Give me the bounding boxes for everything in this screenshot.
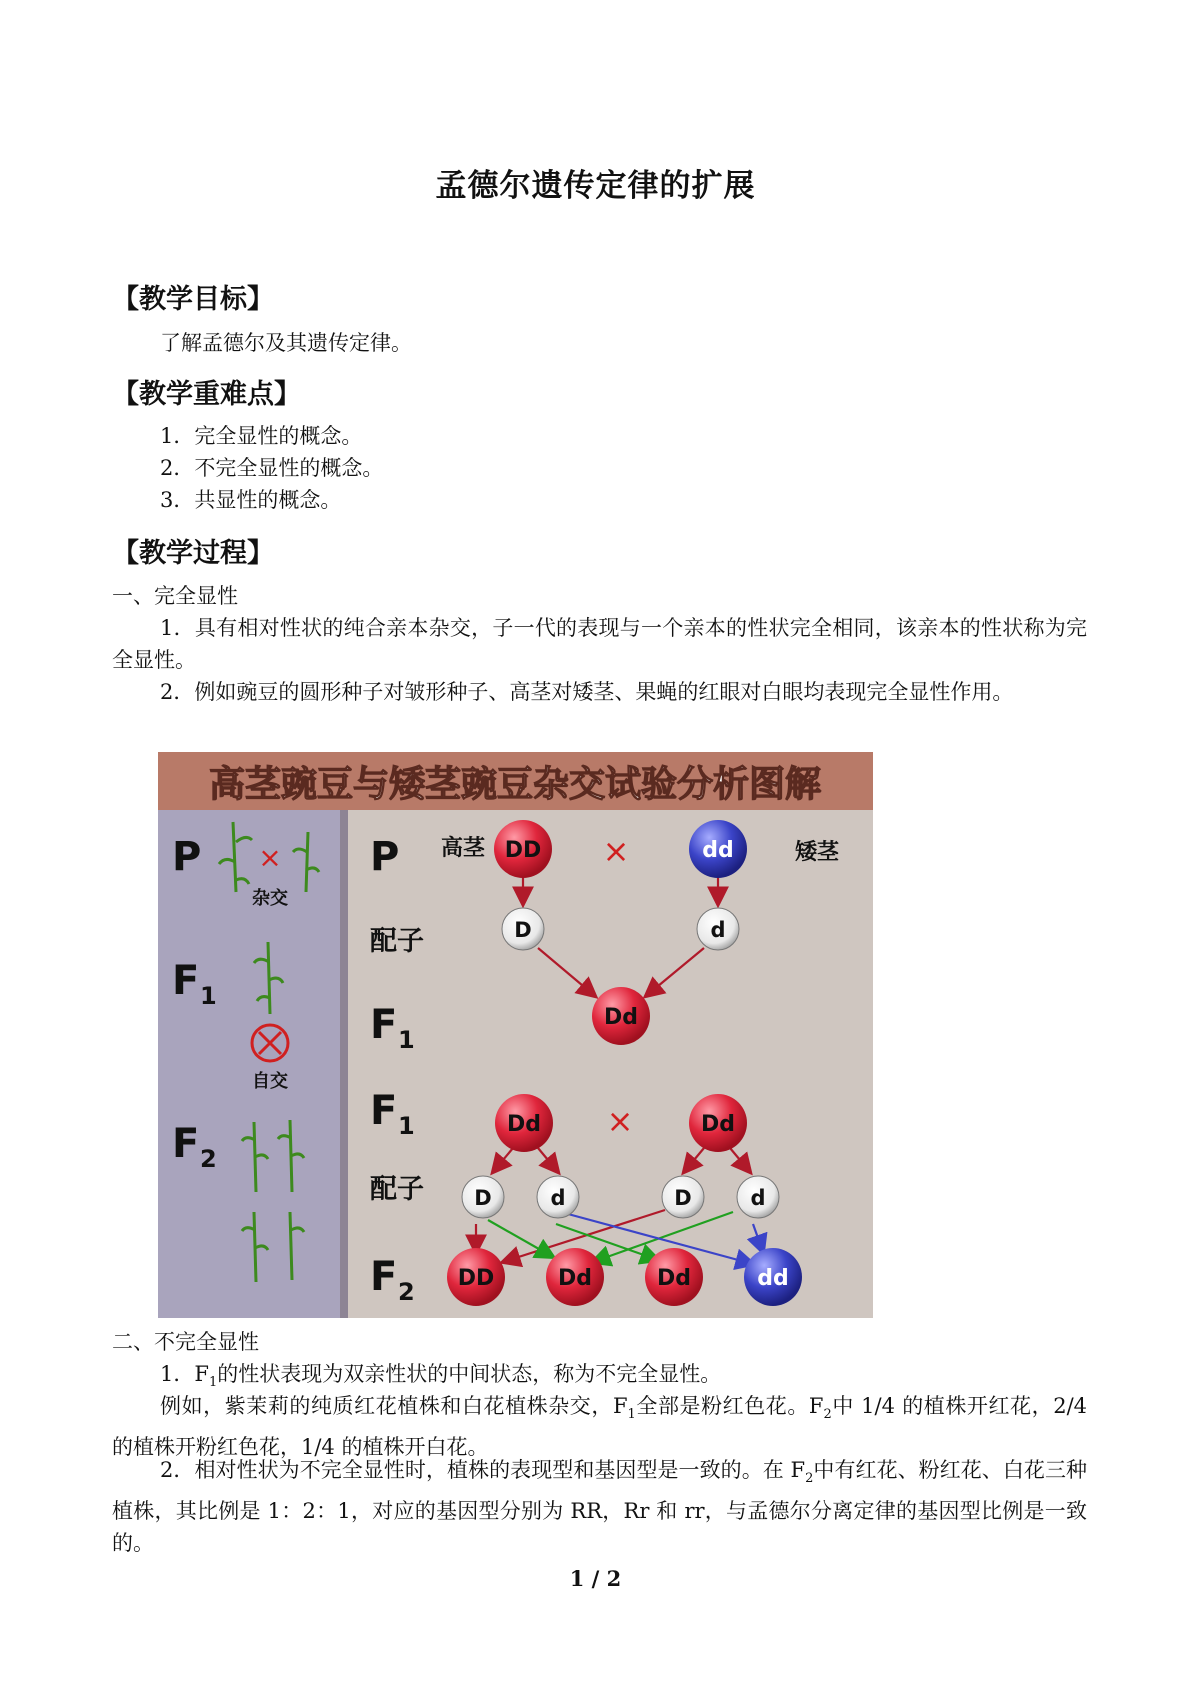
- keypoints-heading: 【教学重难点】: [112, 379, 301, 410]
- gamete-label: d: [750, 1186, 766, 1210]
- page-title: 孟德尔遗传定律的扩展: [435, 168, 756, 204]
- row-label-f1-b: F: [370, 1088, 398, 1134]
- left-label-f2: F: [172, 1121, 200, 1167]
- row-label-f2: F: [370, 1254, 398, 1300]
- goals-heading: 【教学目标】: [112, 284, 274, 315]
- row-label-p: P: [370, 834, 400, 880]
- row-label-gamete-2: 配子: [370, 1174, 424, 1205]
- goals-text: 了解孟德尔及其遗传定律。: [160, 331, 412, 355]
- left-cross-label: 杂交: [252, 888, 288, 909]
- short-label: 矮茎: [795, 840, 840, 865]
- part2-paragraph-2: 例如，紫茉莉的纯质红花植株和白花植株杂交，$F_1$全部是粉红色花。$F_2$中 1/4 的植株开红花，2/4 的植株开粉红色花，1/4 的植株开白花。: [112, 1394, 1087, 1460]
- p-cross-mark: ×: [602, 832, 630, 870]
- process-heading: 【教学过程】: [112, 538, 274, 569]
- part2-paragraph-3: 2．相对性状为不完全显性时，植株的表现型和基因型是一致的。在 $F_2$中有红花、粉红花、白花三种植株，其比例是 1：2：1，对应的基因型分别为 RR，Rr 和 rr，与孟德尔分离定律的基因型比例是一致的。: [112, 1458, 1087, 1556]
- gamete-label: D: [474, 1186, 492, 1210]
- part2-paragraph-1: 1．$F_1$的性状表现为双亲性状的中间状态，称为不完全显性。: [160, 1362, 722, 1391]
- row-label-f1-sub: 1: [398, 1026, 415, 1054]
- left-self-label: 自交: [252, 1071, 288, 1092]
- keypoint-item: 2．不完全显性的概念。: [160, 456, 384, 480]
- left-panel: [158, 810, 340, 1318]
- page-number: 1 / 2: [569, 1566, 622, 1591]
- cross-diagram-figure: [158, 752, 873, 1318]
- banner-title: 高茎豌豆与矮茎豌豆杂交试验分析图解: [208, 764, 822, 805]
- gamete-label: D: [674, 1186, 692, 1210]
- cross-diagram: [158, 752, 873, 1318]
- row-label-f2-sub: 2: [398, 1278, 415, 1306]
- left-label-f1-sub: 1: [200, 982, 217, 1010]
- row-label-f1: F: [370, 1002, 398, 1048]
- f1-cross-mark: ×: [606, 1102, 634, 1140]
- gamete-label: d: [710, 918, 726, 942]
- gamete-label: D: [514, 918, 532, 942]
- genotype-label: Dd: [603, 1005, 639, 1030]
- keypoint-item: 1．完全显性的概念。: [160, 424, 363, 448]
- genotype-label: dd: [702, 838, 734, 863]
- row-label-gamete-1: 配子: [370, 926, 424, 957]
- genotype-label: Dd: [656, 1266, 692, 1291]
- left-label-f2-sub: 2: [200, 1145, 217, 1173]
- keypoint-item: 3．共显性的概念。: [160, 488, 342, 512]
- part1-title: 一、完全显性: [112, 584, 238, 608]
- gamete-label: d: [550, 1186, 566, 1210]
- part1-paragraph-2: 2．例如豌豆的圆形种子对皱形种子、高茎对矮茎、果蝇的红眼对白眼均表现完全显性作用。: [160, 680, 1014, 704]
- genotype-label: dd: [757, 1266, 789, 1291]
- part1-paragraph-1: 1．具有相对性状的纯合亲本杂交，子一代的表现与一个亲本的性状完全相同，该亲本的性状称为完全显性。: [112, 616, 1087, 672]
- left-label-p: P: [172, 834, 202, 880]
- genotype-label: DD: [457, 1266, 495, 1291]
- tall-label: 高茎: [441, 836, 486, 861]
- genotype-label: Dd: [700, 1112, 736, 1137]
- left-cross-mark: ×: [258, 841, 282, 874]
- part2-title: 二、不完全显性: [112, 1330, 259, 1354]
- genotype-label: DD: [504, 838, 542, 863]
- row-label-f1-b-sub: 1: [398, 1112, 415, 1140]
- panel-divider: [340, 810, 348, 1318]
- left-label-f1: F: [172, 958, 200, 1004]
- genotype-label: Dd: [506, 1112, 542, 1137]
- genotype-label: Dd: [557, 1266, 593, 1291]
